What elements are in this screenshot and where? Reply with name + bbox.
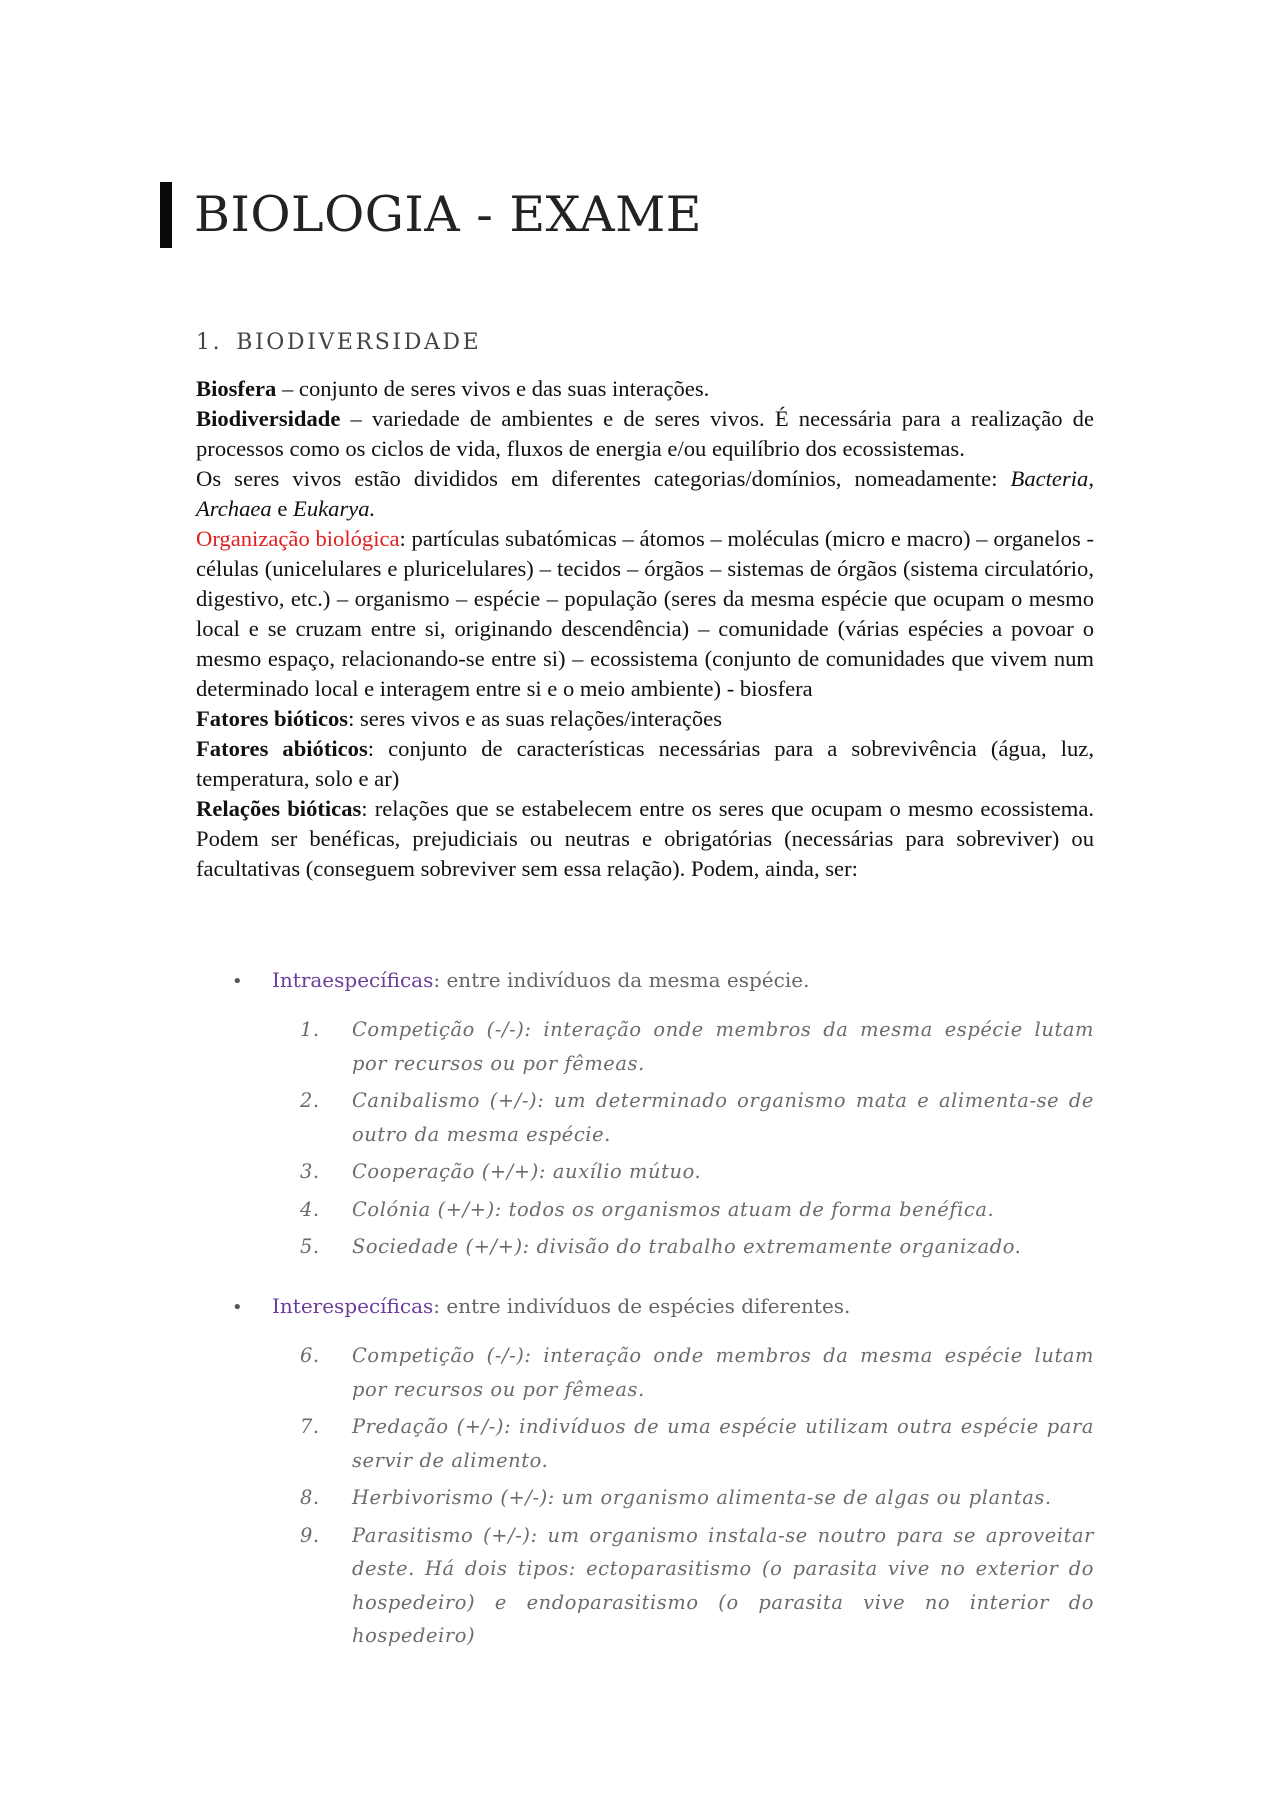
list-item bbox=[300, 1481, 1094, 1515]
definition-relacoes: : relações que se estabelecem entre os seres que ocupam o mesmo ecossistema. Podem ser benéficas, prejudiciais ou neutras e obrigatórias (necessárias para sobreviver) ou facultativas (conseguem sobreviver sem essa relação). Podem, ainda, ser: bbox=[196, 796, 1094, 881]
paragraph-abioticos bbox=[196, 734, 1094, 794]
term-biosfera: Biosfera bbox=[196, 376, 277, 401]
paragraph-dominios bbox=[196, 464, 1094, 524]
term-organizacao: Organização biológica bbox=[196, 526, 400, 551]
bullet-icon: • bbox=[232, 971, 243, 992]
list-item-number: 7. bbox=[300, 1415, 320, 1438]
list-item-text: Predação (+/-): indivíduos de uma espécie utilizam outra espécie para servir de alimento. bbox=[352, 1415, 1094, 1472]
list-interespecificas bbox=[300, 1339, 1094, 1657]
list-item-text: Canibalismo (+/-): um determinado organismo mata e alimenta-se de outro da mesma espécie. bbox=[352, 1089, 1094, 1146]
list-item bbox=[300, 1410, 1094, 1477]
term-bioticos: Fatores bióticos bbox=[196, 706, 349, 731]
list-item-number: 2. bbox=[300, 1089, 320, 1112]
list-item-number: 9. bbox=[300, 1523, 320, 1547]
list-item-number: 1. bbox=[300, 1018, 320, 1041]
list-item bbox=[300, 1230, 1094, 1264]
list-item bbox=[300, 1013, 1094, 1080]
list-intraespecificas bbox=[300, 1013, 1094, 1268]
bullet-text: : entre indivíduos da mesma espécie. bbox=[433, 968, 810, 992]
list-item-number: 4. bbox=[300, 1197, 320, 1221]
bullet-term: Intraespecíficas bbox=[272, 968, 434, 992]
dominio-archaea: Archaea bbox=[196, 496, 272, 521]
list-item-text: Competição (-/-): interação onde membros da mesma espécie lutam por recursos ou por fêmeas. bbox=[352, 1018, 1094, 1075]
paragraph-biosfera bbox=[196, 374, 1094, 404]
bullet-intraespecificas bbox=[232, 968, 809, 992]
page-title-text: BIOLOGIA - EXAME bbox=[194, 186, 703, 243]
list-item-number: 5. bbox=[300, 1235, 320, 1258]
section-number: 1. bbox=[196, 330, 223, 355]
body-text bbox=[196, 374, 1094, 884]
definition-bioticos: : seres vivos e as suas relações/interações bbox=[348, 706, 722, 731]
list-item bbox=[300, 1193, 1094, 1227]
page-title bbox=[160, 182, 702, 248]
list-item-number: 6. bbox=[300, 1344, 320, 1367]
paragraph-relacoes bbox=[196, 794, 1094, 884]
list-item-text: Sociedade (+/+): divisão do trabalho extremamente organizado. bbox=[352, 1235, 1022, 1258]
list-item-text: Cooperação (+/+): auxílio mútuo. bbox=[352, 1160, 702, 1183]
section-title: BIODIVERSIDADE bbox=[236, 330, 482, 355]
list-item bbox=[300, 1339, 1094, 1406]
term-abioticos: Fatores abióticos bbox=[196, 736, 368, 761]
list-item-text: Competição (-/-): interação onde membros da mesma espécie lutam por recursos ou por fêmeas. bbox=[352, 1344, 1094, 1401]
list-item-number: 3. bbox=[300, 1160, 320, 1183]
list-item bbox=[300, 1155, 1094, 1189]
dominio-conjunction: e bbox=[271, 496, 294, 521]
definition-biosfera: – conjunto de seres vivos e das suas interações. bbox=[276, 376, 710, 401]
bullet-term: Interespecíficas bbox=[272, 1294, 434, 1318]
dominio-separator: , bbox=[1088, 466, 1094, 491]
dominios-text: Os seres vivos estão divididos em diferentes categorias/domínios, nomeadamente: bbox=[196, 466, 1011, 491]
definition-biodiversidade: – variedade de ambientes e de seres vivos. É necessária para a realização de processos como os ciclos de vida, fluxos de energia e/ou equilíbrio dos ecossistemas. bbox=[196, 406, 1094, 461]
paragraph-bioticos bbox=[196, 704, 1094, 734]
list-item-number: 8. bbox=[300, 1486, 320, 1509]
definition-organizacao: : partículas subatómicas – átomos – moléculas (micro e macro) – organelos - células (unicelulares e pluricelulares) – tecidos – órgãos – sistemas de órgãos (sistema circulatório, digestivo, etc.) – organismo – espécie – população (seres da mesma espécie que ocupam o mesmo local e se cruzam entre si, originando descendência) – comunidade (várias espécies a povoar o mesmo espaço, relacionando-se entre si) – ecossistema (conjunto de comunidades que vivem num determinado local e interagem entre si e o meio ambiente) - biosfera bbox=[196, 526, 1094, 701]
term-biodiversidade: Biodiversidade bbox=[196, 406, 341, 431]
list-item-text: Herbivorismo (+/-): um organismo alimenta-se de algas ou plantas. bbox=[352, 1486, 1052, 1509]
dominio-bacteria: Bacteria bbox=[1010, 466, 1089, 491]
bullet-icon: • bbox=[232, 1297, 243, 1318]
list-item-text: Parasitismo (+/-): um organismo instala-se noutro para se aproveitar deste. Há dois tipos: ectoparasitismo (o parasita vive no exterior do hospedeiro) e endoparasitismo (o parasita vive no interior do hospedeiro) bbox=[352, 1523, 1094, 1647]
list-item bbox=[300, 1519, 1094, 1653]
list-item bbox=[300, 1084, 1094, 1151]
bullet-interespecificas bbox=[232, 1294, 850, 1318]
title-accent-bar bbox=[160, 182, 172, 248]
dominio-eukarya: Eukarya. bbox=[293, 496, 376, 521]
paragraph-biodiversidade bbox=[196, 404, 1094, 464]
term-relacoes: Relações bióticas bbox=[196, 796, 362, 821]
section-heading bbox=[196, 330, 481, 355]
bullet-text: : entre indivíduos de espécies diferentes. bbox=[433, 1294, 851, 1318]
paragraph-organizacao bbox=[196, 524, 1094, 704]
definition-abioticos: : conjunto de características necessárias para a sobrevivência (água, luz, temperatura, solo e ar) bbox=[196, 736, 1094, 791]
list-item-text: Colónia (+/+): todos os organismos atuam de forma benéfica. bbox=[352, 1197, 995, 1221]
